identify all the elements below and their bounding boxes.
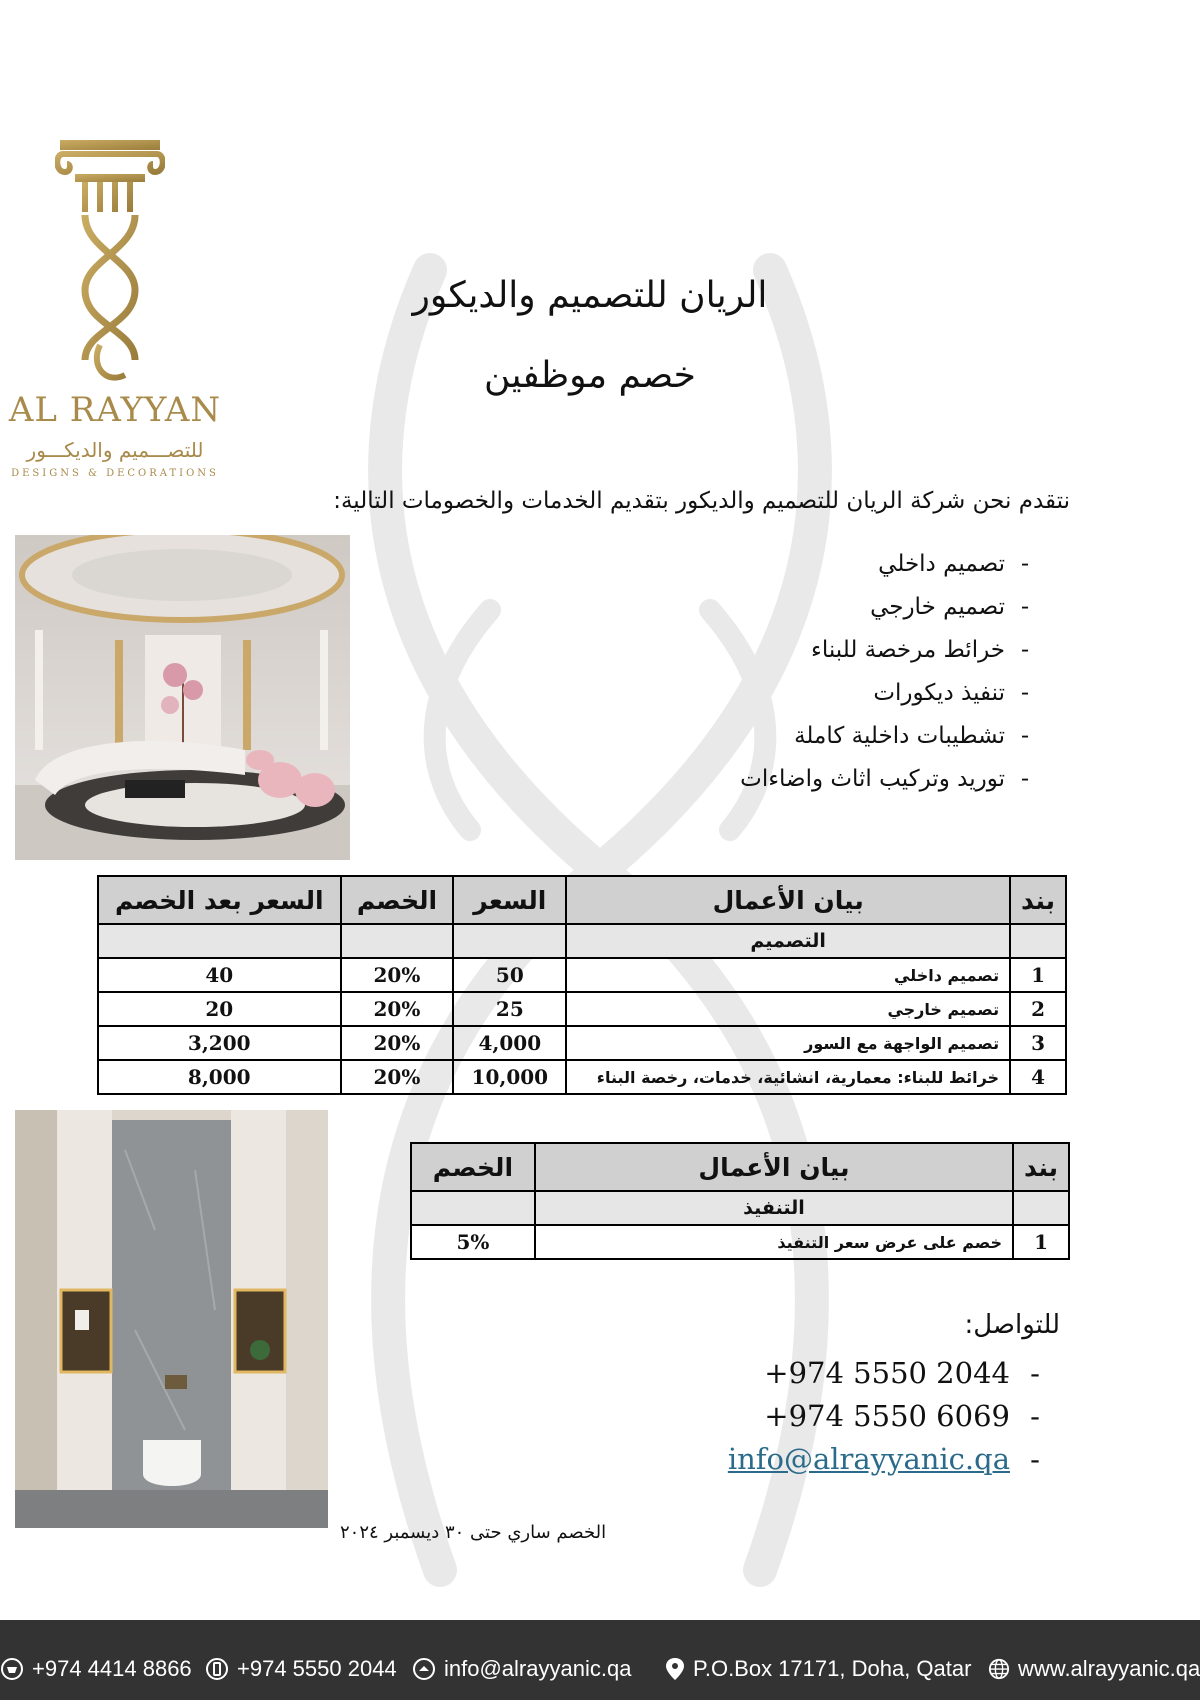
column-header-price-after: السعر بعد الخصم xyxy=(98,876,341,924)
column-header-item: بند xyxy=(1010,876,1066,924)
table-row: 1 خصم على عرض سعر التنفيذ 5% xyxy=(411,1225,1069,1259)
services-list xyxy=(485,543,1045,801)
table-row: 3 تصميم الواجهة مع السور 4,000 20% 3,200 xyxy=(98,1026,1066,1060)
footer-office-phone: +974 4414 8866 xyxy=(0,1656,192,1682)
column-header-price: السعر xyxy=(453,876,566,924)
section-label: التنفيذ xyxy=(535,1191,1013,1225)
contact-phone-1: - +974 5550 2044 xyxy=(764,1356,1040,1390)
design-pricing-table xyxy=(97,875,1067,1095)
footer-address: P.O.Box 17171, Doha, Qatar xyxy=(665,1656,971,1682)
table-section-row xyxy=(411,1191,1069,1225)
company-title: الريان للتصميم والديكور xyxy=(412,275,768,316)
column-header-description: بيان الأعمال xyxy=(566,876,1010,924)
table-header-row xyxy=(98,876,1066,924)
column-header-discount: الخصم xyxy=(341,876,454,924)
table-row: 2 تصميم خارجي 25 20% 20 xyxy=(98,992,1066,1026)
list-item: - خرائط مرخصة للبناء xyxy=(811,637,1030,663)
table-header-row xyxy=(411,1143,1069,1191)
logo-subtitle: DESIGNS & DECORATIONS xyxy=(11,468,219,479)
bathroom-image xyxy=(15,1110,328,1528)
contact-email[interactable]: - info@alrayyanic.qa xyxy=(660,1438,1060,1481)
column-logo-icon xyxy=(55,140,165,390)
contact-phone-2: - +974 5550 6069 xyxy=(764,1399,1040,1433)
list-item: - تنفيذ ديكورات xyxy=(873,680,1030,706)
footer-website[interactable]: www.alrayyanic.qa xyxy=(988,1656,1200,1682)
logo-name-en: AL RAYYAN xyxy=(8,390,222,430)
column-header-discount: الخصم xyxy=(411,1143,535,1191)
execution-discount-table xyxy=(410,1142,1070,1260)
company-logo xyxy=(0,140,230,500)
globe-icon xyxy=(988,1658,1010,1680)
list-item: - توريد وتركيب اثاث واضاءات xyxy=(740,766,1030,792)
column-header-description: بيان الأعمال xyxy=(535,1143,1013,1191)
location-pin-icon xyxy=(665,1657,685,1681)
intro-text: نتقدم نحن شركة الريان للتصميم والديكور بتقديم الخدمات والخصومات التالية: xyxy=(333,488,1070,514)
email-icon xyxy=(412,1657,436,1681)
email-link[interactable]: info@alrayyanic.qa xyxy=(727,1442,1010,1476)
discount-validity-note: الخصم ساري حتى ٣٠ ديسمبر ٢٠٢٤ xyxy=(340,1522,607,1543)
footer-bar xyxy=(0,1620,1200,1700)
list-item: - تصميم داخلي xyxy=(878,551,1030,577)
list-item: - تشطيبات داخلية كاملة xyxy=(794,723,1030,749)
column-header-item: بند xyxy=(1013,1143,1069,1191)
telephone-icon xyxy=(0,1657,24,1681)
logo-name-ar: للتصـــميم والديكـــور xyxy=(26,438,204,462)
section-label: التصميم xyxy=(566,924,1010,958)
table-row: 1 تصميم داخلي 50 20% 40 xyxy=(98,958,1066,992)
mobile-icon xyxy=(205,1657,229,1681)
document-subtitle: خصم موظفين xyxy=(484,355,696,396)
footer-email[interactable]: info@alrayyanic.qa xyxy=(412,1656,631,1682)
contact-label: للتواصل: xyxy=(964,1310,1060,1340)
table-section-row xyxy=(98,924,1066,958)
footer-mobile-phone: +974 5550 2044 xyxy=(205,1656,397,1682)
living-room-image xyxy=(15,535,350,860)
table-row: 4 خرائط للبناء: معمارية، انشائية، خدمات، رخصة البناء 10,000 20% 8,000 xyxy=(98,1060,1066,1094)
list-item: - تصميم خارجي xyxy=(870,594,1030,620)
contact-list xyxy=(660,1352,1060,1481)
